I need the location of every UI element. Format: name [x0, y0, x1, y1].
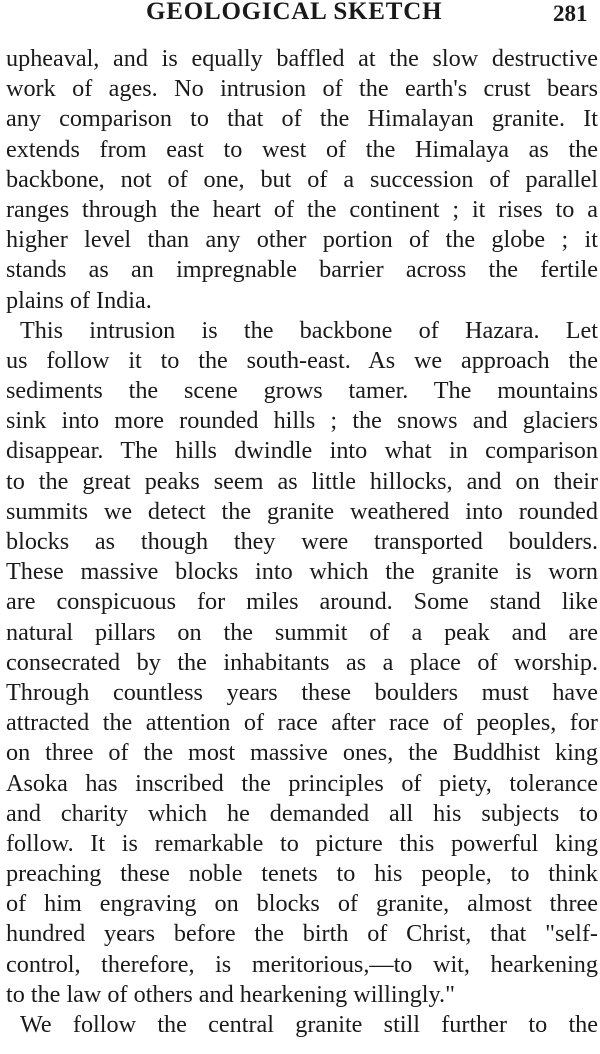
text-line: control, therefore, is meritorious,—to wit, hearkening	[6, 950, 598, 978]
text-line: blocks as though they were transported boulders.	[6, 528, 598, 555]
text-line: These massive blocks into which the granite is worn	[6, 558, 598, 586]
body-text	[6, 44, 598, 1040]
text-line: of him engraving on blocks of granite, almost three	[6, 890, 598, 918]
text-line: natural pillars on the summit of a peak and are	[6, 618, 598, 646]
text-line: disappear. The hills dwindle into what in comparison	[6, 437, 598, 465]
text-line: This intrusion is the backbone of Hazara. Let	[20, 316, 598, 344]
text-line: We follow the central granite still further to the	[20, 1011, 598, 1038]
text-line: upheaval, and is equally baffled at the slow destructive	[6, 45, 598, 72]
text-line: higher level than any other portion of the globe ; it	[6, 226, 598, 254]
page-number: 281	[553, 1, 588, 26]
text-line: preaching these noble tenets to his people, to think	[6, 860, 598, 888]
text-line: sediments the scene grows tamer. The mountains	[6, 377, 598, 405]
text-line: work of ages. No intrusion of the earth's crust bears	[6, 75, 598, 103]
text-line: ranges through the heart of the continent ; it rises to a	[6, 195, 598, 223]
text-line: and charity which he demanded all his subjects to	[6, 799, 598, 827]
text-line: Through countless years these boulders must have	[6, 678, 598, 706]
text-line: consecrated by the inhabitants as a place of worship.	[6, 648, 598, 676]
text-line: follow. It is remarkable to picture this powerful king	[6, 829, 598, 857]
text-line: sink into more rounded hills ; the snows and glaciers	[6, 407, 598, 435]
text-line: hundred years before the birth of Christ, that "self-	[6, 920, 598, 948]
page-header	[0, 0, 600, 34]
running-title: GEOLOGICAL SKETCH	[146, 0, 443, 25]
text-line: are conspicuous for miles around. Some stand like	[6, 588, 598, 616]
text-line: extends from east to west of the Himalaya as the	[6, 135, 598, 163]
text-line: us follow it to the south-east. As we approach the	[6, 346, 598, 374]
text-line: attracted the attention of race after race of peoples, for	[6, 709, 598, 737]
text-line: any comparison to that of the Himalayan granite. It	[6, 105, 598, 133]
text-line: backbone, not of one, but of a succession of parallel	[6, 165, 598, 193]
text-line: summits we detect the granite weathered into rounded	[6, 497, 598, 525]
text-line: stands as an impregnable barrier across the fertile	[6, 256, 598, 284]
text-line: plains of India.	[6, 286, 152, 314]
text-line: to the great peaks seem as little hillocks, and on their	[6, 467, 598, 495]
text-line: on three of the most massive ones, the Buddhist king	[6, 739, 598, 767]
text-line: Asoka has inscribed the principles of piety, tolerance	[6, 769, 598, 797]
text-line: to the law of others and hearkening willingly."	[6, 980, 455, 1008]
